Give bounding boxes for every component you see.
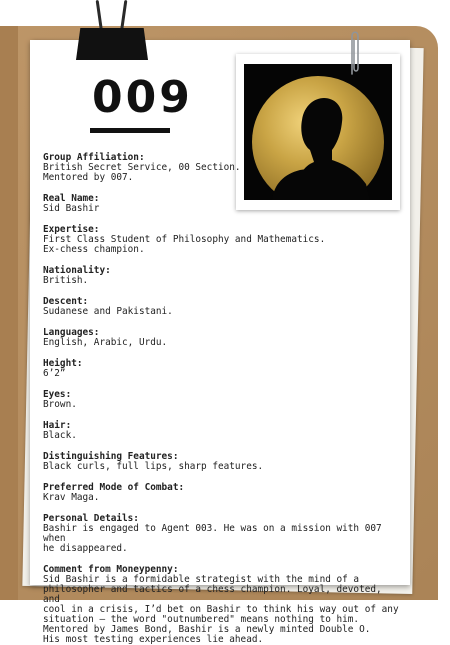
- field-label: Descent:: [43, 296, 89, 307]
- field-value: Brown.: [43, 399, 77, 410]
- field-value: Krav Maga.: [43, 492, 100, 503]
- code-underline: [90, 128, 170, 133]
- field-value: 6’2”: [43, 368, 66, 379]
- agent-code: 009: [92, 72, 193, 123]
- field-label: Distinguishing Features:: [43, 451, 179, 462]
- binder-clip-icon: [76, 0, 148, 60]
- field-value: English, Arabic, Urdu.: [43, 337, 168, 348]
- field-label: Eyes:: [43, 389, 72, 400]
- field-descent: [43, 297, 403, 317]
- field-distinguishing-features: [43, 452, 403, 472]
- field-label: Height:: [43, 358, 83, 369]
- field-label: Expertise:: [43, 224, 100, 235]
- field-label: Personal Details:: [43, 513, 139, 524]
- field-value: Sid Bashir: [43, 203, 100, 214]
- field-value: Black.: [43, 430, 77, 441]
- field-value: Sid Bashir is a formidable strategist with the mind of a philosopher and tactics of a chess champion. Loyal, devoted, and cool in a crisis, I’d bet on Bashir to think his way out of any situation – the word "outnumbered" means nothing to him. Mentored by James Bond, Bashir is a newly minted Double O. His most testing experiences lie ahead.: [43, 574, 399, 645]
- field-combat-mode: [43, 483, 403, 503]
- field-nationality: [43, 266, 403, 286]
- folder-spine: [0, 26, 18, 600]
- field-label: Languages:: [43, 327, 100, 338]
- field-height: [43, 359, 403, 379]
- field-label: Nationality:: [43, 265, 111, 276]
- field-group-affiliation: [43, 153, 403, 183]
- field-value: Sudanese and Pakistani.: [43, 306, 173, 317]
- field-hair: [43, 421, 403, 441]
- field-personal-details: [43, 514, 403, 554]
- field-expertise: [43, 225, 403, 255]
- field-value: First Class Student of Philosophy and Mathematics. Ex-chess champion.: [43, 234, 326, 255]
- field-label: Comment from Moneypenny:: [43, 564, 179, 575]
- field-label: Preferred Mode of Combat:: [43, 482, 185, 493]
- field-value: Bashir is engaged to Agent 003. He was on a mission with 007 when he disappeared.: [43, 523, 382, 554]
- field-value: Black curls, full lips, sharp features.: [43, 461, 264, 472]
- dossier-fields: [43, 153, 403, 645]
- field-label: Real Name:: [43, 193, 100, 204]
- field-moneypenny-comment: [43, 565, 403, 645]
- field-real-name: [43, 194, 403, 214]
- field-value: British.: [43, 275, 89, 286]
- field-label: Group Affiliation:: [43, 152, 145, 163]
- field-label: Hair:: [43, 420, 72, 431]
- field-languages: [43, 328, 403, 348]
- field-eyes: [43, 390, 403, 410]
- field-value: British Secret Service, 00 Section. Mentored by 007.: [43, 162, 241, 183]
- paperclip-icon: [348, 28, 362, 78]
